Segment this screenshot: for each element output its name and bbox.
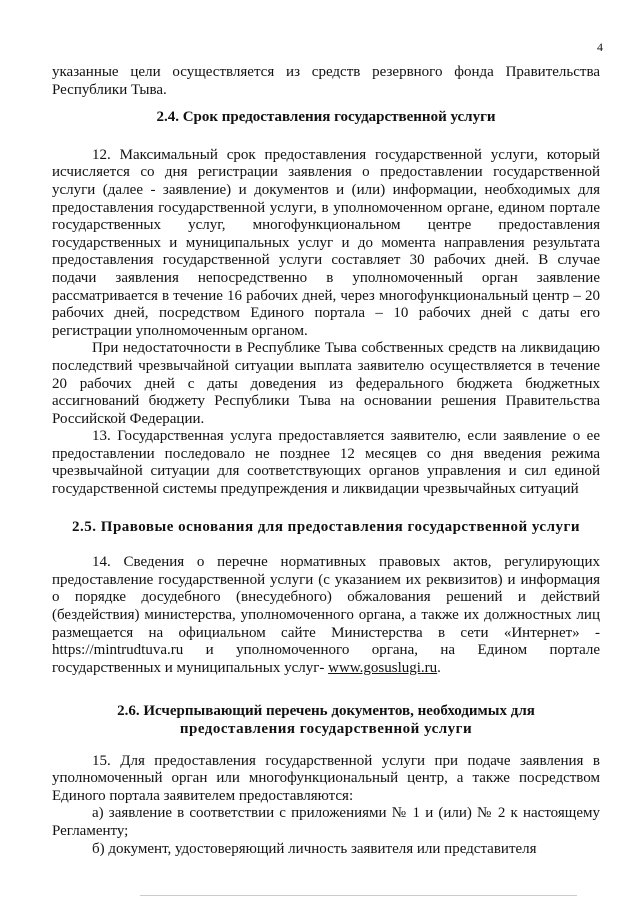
footer-rule [140,895,577,896]
paragraph-14-text: 14. Сведения о перечне нормативных правовых актов, регулирующих предоставление государственной услуги (с указанием их реквизитов) и информация о порядке досудебного (внесудебного) обжалования решений и действий (бездействия) министерства, уполномоченного органа, а также их должностных лиц размещается на официальном сайте Министерства в сети «Интернет» - https://mintrudtuva.ru и уполномоченного органа, на Едином портале государственных и муниципальных услуг- [52,554,600,676]
paragraph-15: 15. Для предоставления государственной услуги при подаче заявления в уполномоченный орган или многофункциональный центр, а также посредством Единого портала заявителем предоставляются: [52,752,600,804]
paragraph-insufficient-funds: При недостаточности в Республике Тыва собственных средств на ликвидацию последствий чрезвычайной ситуации выплата заявителю осуществляется в течение 20 рабочих дней с даты доведения из федерального бюджета бюджетных ассигнований бюджету Республики Тыва на основании решения Правительства Российской Федерации. [52,340,600,427]
paragraph-14 [52,554,600,677]
paragraph-14-end: . [437,659,441,676]
paragraph-13: 13. Государственная услуга предоставляется заявителю, если заявление о ее предоставлении последовало не позднее 12 месяцев со дня введения режима чрезвычайной ситуации для соответствующих органов управления и сил единой государственной системы предупреждения и ликвидации чрезвычайных ситуаций [52,428,600,498]
gosuslugi-link[interactable]: www.gosuslugi.ru [328,659,438,676]
list-item-b: б) документ, удостоверяющий личность заявителя или представителя [92,840,537,857]
document-body [52,64,600,858]
list-item-a: а) заявление в соответствии с приложениями № 1 и (или) № 2 к настоящему Регламенту; [52,805,600,839]
section-2-5-title: 2.5. Правовые основания для предоставления государственной услуги [72,518,580,535]
section-2-6-title-line2: предоставления государственной услуги [179,721,473,737]
section-2-4-title: 2.4. Срок предоставления государственной услуги [156,109,496,126]
paragraph-12: 12. Максимальный срок предоставления государственной услуги, который исчисляется со дня регистрации заявления о предоставлении государственной услуги (далее - заявление) и документов и (или) информации, необходимых для предоставления государственной услуги, в уполномоченном органе, едином портале государственных услуг, многофункциональном центре предоставления государственных и муниципальных услуг и до момента направления результата предоставления государственной услуги составляет 30 рабочих дней. В случае подачи заявления непосредственно в уполномоченный орган заявление рассматривается в течение 16 рабочих дней, через многофункциональный центр – 20 рабочих дней, посредством Единого портала – 10 рабочих дней с даты его регистрации уполномоченным органом. [52,146,600,339]
intro-paragraph: указанные цели осуществляется из средств резервного фонда Правительства Республики Тыва. [52,64,600,98]
section-2-6-title [52,703,600,738]
page-number: 4 [597,40,603,54]
section-2-6-title-line1: 2.6. Исчерпывающий перечень документов, необходимых для [117,703,535,720]
